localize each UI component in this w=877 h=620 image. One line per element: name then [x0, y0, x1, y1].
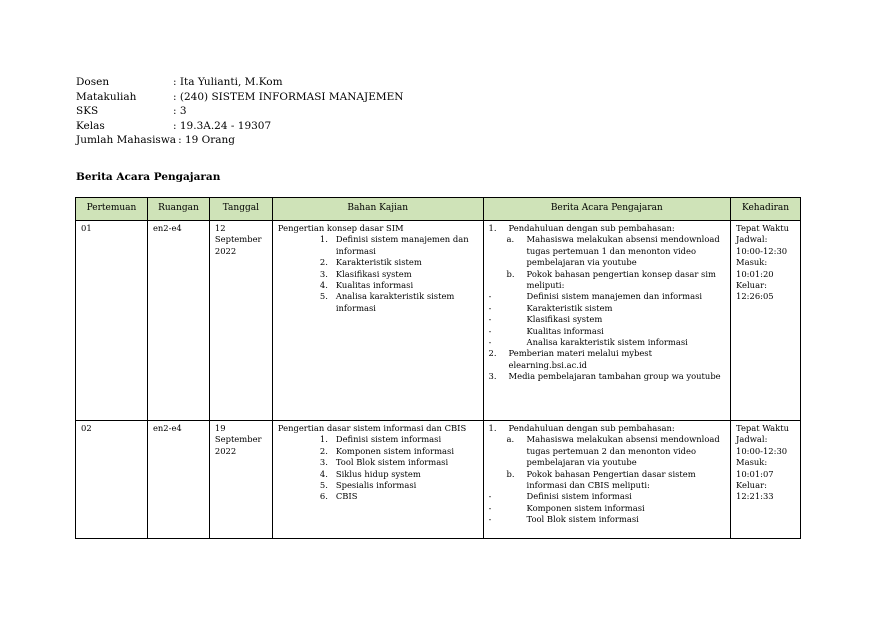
sks-value: : 3 [173, 105, 187, 118]
berita-item-3: 3. Media pembelajaran tambahan group wa youtube [488, 371, 721, 382]
berita-dash-item: - Komponen sistem informasi [488, 502, 645, 513]
berita-sub-b: b. Pokok bahasan Pengertian dasar sistem informasi dan CBIS meliputi: [506, 468, 696, 491]
sks-label: SKS [76, 105, 99, 118]
cell-tanggal: 12 September 2022 [209, 221, 272, 421]
berita-dash-item: - Klasifikasi system [488, 314, 603, 325]
info-row-kelas [76, 119, 403, 134]
kajian-item: 4. Siklus hidup system [319, 468, 421, 479]
cell-bahan-kajian [272, 221, 483, 421]
kajian-title: Pengertian dasar sistem informasi dan CBIS [277, 423, 467, 433]
berita-item-1: 1. Pendahuluan dengan sub pembahasan: [488, 423, 675, 433]
berita-dash-item: - Karakteristik sistem [488, 302, 613, 313]
cell-tanggal: 19 September 2022 [209, 421, 272, 539]
kajian-item: 3. Klasifikasi system [319, 268, 412, 279]
kehadiran-status: Tepat Waktu [736, 423, 789, 433]
kajian-title: Pengertian konsep dasar SIM [277, 223, 404, 233]
berita-dash-item: - Definisi sistem informasi [488, 491, 632, 502]
kelas-value: : 19.3A.24 - 19307 [173, 119, 272, 132]
dosen-value: : Ita Yulianti, M.Kom [173, 76, 283, 88]
berita-sub-b: b. Pokok bahasan pengertian konsep dasar sim meliputi: [506, 268, 716, 291]
section-title: Berita Acara Pengajaran [76, 171, 221, 183]
kajian-item: 2. Komponen sistem informasi [319, 445, 455, 456]
berita-item-1: 1. Pendahuluan dengan sub pembahasan: [488, 223, 675, 233]
col-header-ruangan: Ruangan [147, 198, 209, 221]
keluar-value: 12:26:05 [736, 291, 774, 302]
kajian-item: 5. Analisa karakteristik sistem informasi [319, 291, 455, 313]
berita-sub-a: a. Mahasiswa melakukan absensi mendownload tugas pertemuan 2 dan menonton video pembelajaran via youtube [506, 434, 720, 468]
masuk-label: Masuk: [736, 257, 768, 268]
col-header-pertemuan: Pertemuan [76, 198, 148, 221]
keluar-label: Keluar: [736, 280, 767, 291]
info-row-sks [76, 104, 403, 119]
berita-dash-item: - Tool Blok sistem informasi [488, 514, 639, 525]
berita-dash-item: - Definisi sistem manajemen dan informasi [488, 291, 703, 302]
jumlah-label: Jumlah Mahasiswa [76, 134, 177, 147]
kajian-item: 3. Tool Blok sistem informasi [319, 457, 449, 468]
cell-bahan-kajian [272, 421, 483, 539]
matakuliah-label: Matakuliah [76, 90, 137, 103]
kajian-item: 4. Kualitas informasi [319, 280, 414, 291]
berita-dash-item: - Kualitas informasi [488, 325, 604, 336]
berita-dash-item: - Analisa karakteristik sistem informasi [488, 337, 688, 348]
dosen-label: Dosen [76, 76, 110, 88]
kajian-item: 6. CBIS [319, 491, 358, 502]
cell-pertemuan: 01 [76, 221, 148, 421]
cell-ruangan: en2-e4 [147, 221, 209, 421]
kajian-item: 5. Spesialis informasi [319, 480, 417, 491]
kelas-label: Kelas [76, 119, 105, 132]
col-header-berita-acara: Berita Acara Pengajaran [483, 198, 730, 221]
jadwal-label: Jadwal: [736, 234, 768, 245]
table-header-row [76, 198, 801, 221]
jadwal-label: Jadwal: [736, 434, 768, 445]
jumlah-value: : 19 Orang [178, 134, 236, 147]
masuk-label: Masuk: [736, 457, 768, 468]
table-row [76, 221, 801, 421]
kajian-item: 1. Definisi sistem informasi [319, 434, 442, 445]
table-row [76, 421, 801, 539]
cell-kehadiran [731, 421, 801, 539]
kehadiran-status: Tepat Waktu [736, 223, 789, 233]
jadwal-value: 10:00-12:30 [736, 445, 788, 456]
info-row-matakuliah [76, 90, 403, 105]
info-row-jumlah [76, 133, 403, 148]
cell-berita-acara [483, 421, 730, 539]
teaching-log-table [75, 197, 801, 539]
course-info [76, 75, 403, 148]
col-header-kehadiran: Kehadiran [731, 198, 801, 221]
kajian-item: 2. Karakteristik sistem [319, 257, 422, 268]
masuk-value: 10:01:20 [736, 268, 774, 279]
cell-berita-acara [483, 221, 730, 421]
matakuliah-value: : (240) SISTEM INFORMASI MANAJEMEN [173, 90, 404, 103]
cell-ruangan: en2-e4 [147, 421, 209, 539]
cell-kehadiran [731, 221, 801, 421]
masuk-value: 10:01:07 [736, 468, 774, 479]
berita-sub-a: a. Mahasiswa melakukan absensi mendownload tugas pertemuan 1 dan menonton video pembelajaran via youtube [506, 234, 720, 268]
keluar-value: 12:21:33 [736, 491, 774, 502]
col-header-bahan-kajian: Bahan Kajian [272, 198, 483, 221]
col-header-tanggal: Tanggal [209, 198, 272, 221]
jadwal-value: 10:00-12:30 [736, 245, 788, 256]
kajian-item: 1. Definisi sistem manajemen dan informasi [319, 234, 469, 256]
cell-pertemuan: 02 [76, 421, 148, 539]
keluar-label: Keluar: [736, 480, 767, 491]
berita-item-2: 2. Pemberian materi melalui mybest elearning.bsi.ac.id [488, 348, 652, 370]
info-row-dosen [76, 75, 403, 90]
